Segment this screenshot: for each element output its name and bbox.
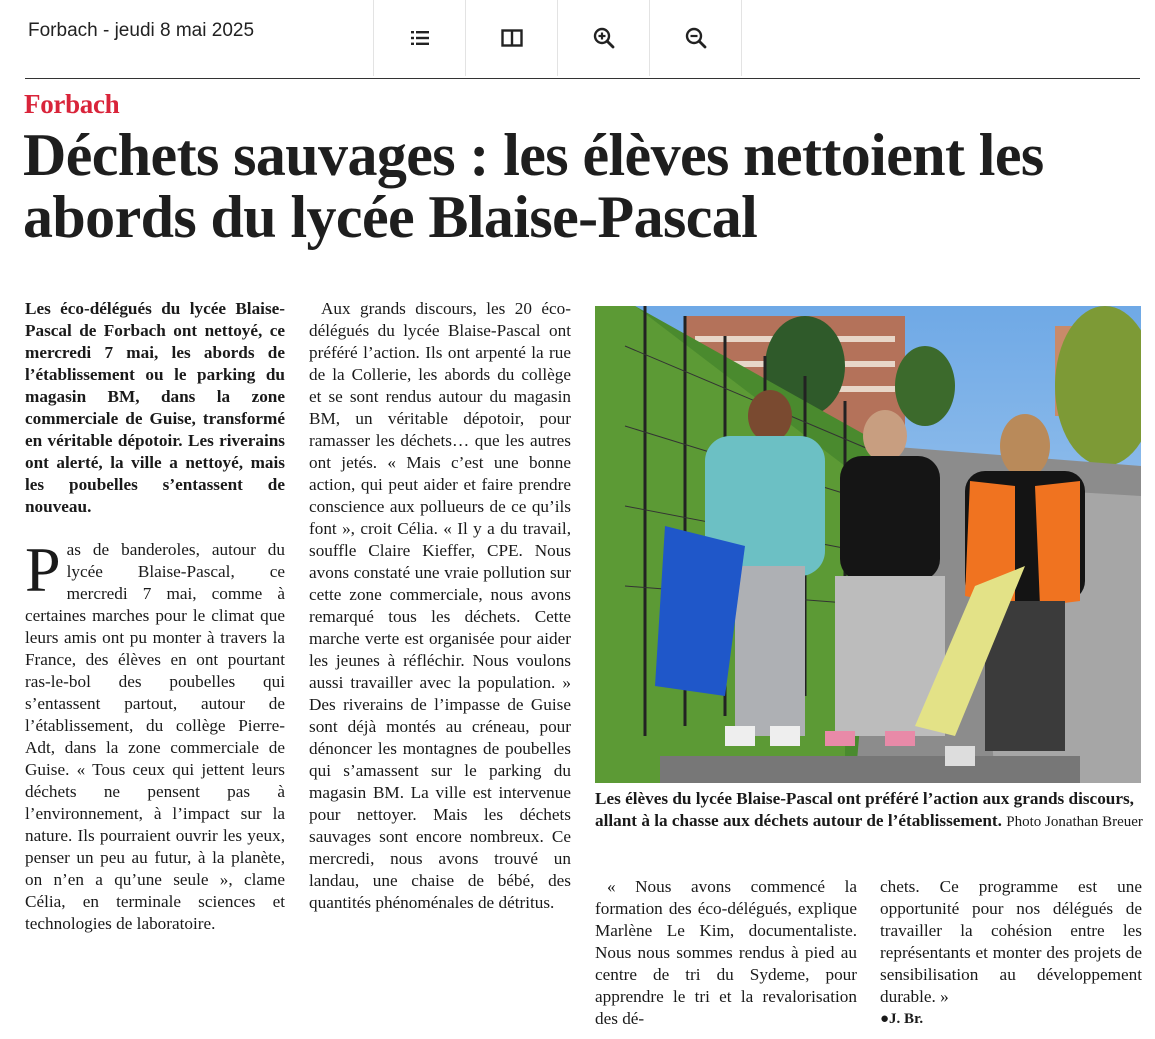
body-paragraph-1: Pas de banderoles, autour du lycée Blaise-Pascal, ce mercredi 7 mai, comme à certaines marches pour le climat que leurs amis ont pu monter à travers la France, des élèves en ont pourtant ras-le-bol des poubelles qui s’entassent partout, autour de l’établissement, du collège Pierre-Adt, dans la zone commerciale de Guise. « Tous ceux qui jettent leurs déchets ne pensent pas à l’environnement, à l’impact sur la nature. Ils pourraient ouvrir les yeux, penser un peu au futur, à la planète, on n’en a qu’une seule », clame Célia, en terminale sciences et technologies de laboratoire. — [25, 534, 285, 933]
headline: Déchets sauvages : les élèves nettoient les abords du lycée Blaise-Pascal — [23, 122, 1044, 250]
table-of-contents-button[interactable] — [373, 0, 465, 76]
column-2 — [309, 298, 571, 914]
author-signature: ●J. Br. — [880, 1011, 924, 1027]
edition-date: Forbach - jeudi 8 mai 2025 — [28, 20, 255, 41]
photo-credit: Photo Jonathan Breuer — [1006, 814, 1143, 830]
body-paragraph-2: Aux grands discours, les 20 éco-délégués du lycée Blaise-Pascal ont préféré l’action. Ils ont arpenté la rue de la Collerie, les abords du collège et se sont rendus autour du magasin BM, un véritable dépotoir, pour ramasser les déchets… que les autres ont jetés. « Mais c’est une bonne action, qui peut aider et faire prendre conscience aux pollueurs de ce qu’ils font », croit Célia. « Il y a du travail, souffle Claire Kieffer, CPE. Nous avons constaté une vraie pollution sur cette zone commerciale, nous avons remarqué tous les déchets. Cette marche verte est organisée pour aider les jeunes à réfléchir. Nous voulons aussi travailler avec la population. » Des riverains de l’impasse de Guise sont déjà montés au créneau, pour dénoncer les montagnes de poubelles qui s’amassent sur le parking du magasin BM. La ville est intervenue pour nettoyer. Mais les déchets sauvages sont encore nombreux. Ce mercredi, nous avons trouvé un landau, une chaise de bébé, des quantités phénoménales de détritus. — [309, 299, 571, 912]
header-divider — [25, 78, 1140, 79]
caption-text: Les élèves du lycée Blaise-Pascal ont préféré l’action aux grands discours, allant à la chasse aux déchets autour de l’établissement. — [595, 789, 1134, 830]
drop-cap: P — [25, 534, 61, 605]
lead-paragraph: Les éco-délégués du lycée Blaise-Pascal de Forbach ont nettoyé, ce mercredi 7 mai, les abords de l’établissement ou le parking du magasin BM, dans la zone commerciale de Guise, transformé en véritable dépotoir. Les riverains ont alerté, la ville a nettoyé, mais les poubelles s’entassent de nouveau. — [25, 299, 285, 516]
body-paragraph-3: « Nous avons commencé la formation des éco-délégués, explique Marlène Le Kim, documentaliste. Nous nous sommes rendus à pied au centre de tri du Sydeme, pour apprendre le tri et la revalorisation des dé- — [595, 877, 857, 1028]
zoom-out-icon — [684, 26, 708, 50]
list-icon — [408, 26, 432, 50]
article-photo — [595, 306, 1141, 783]
book-icon — [500, 26, 524, 50]
zoom-in-icon — [592, 26, 616, 50]
zoom-out-button[interactable] — [649, 0, 742, 76]
photo-caption — [595, 788, 1143, 833]
zoom-in-button[interactable] — [557, 0, 649, 76]
page-view-button[interactable] — [465, 0, 557, 76]
column-1 — [25, 298, 285, 935]
column-3 — [595, 876, 857, 1030]
section-label: Forbach — [24, 89, 120, 119]
top-toolbar — [0, 0, 1155, 64]
body-paragraph-4: chets. Ce programme est une opportunité pour nos délégués de travailler la cohésion entre les représentants et monter des projets de sensibilisation au développement durable. » — [880, 877, 1142, 1006]
students-photo-illustration — [595, 306, 1141, 783]
column-4 — [880, 876, 1142, 1030]
